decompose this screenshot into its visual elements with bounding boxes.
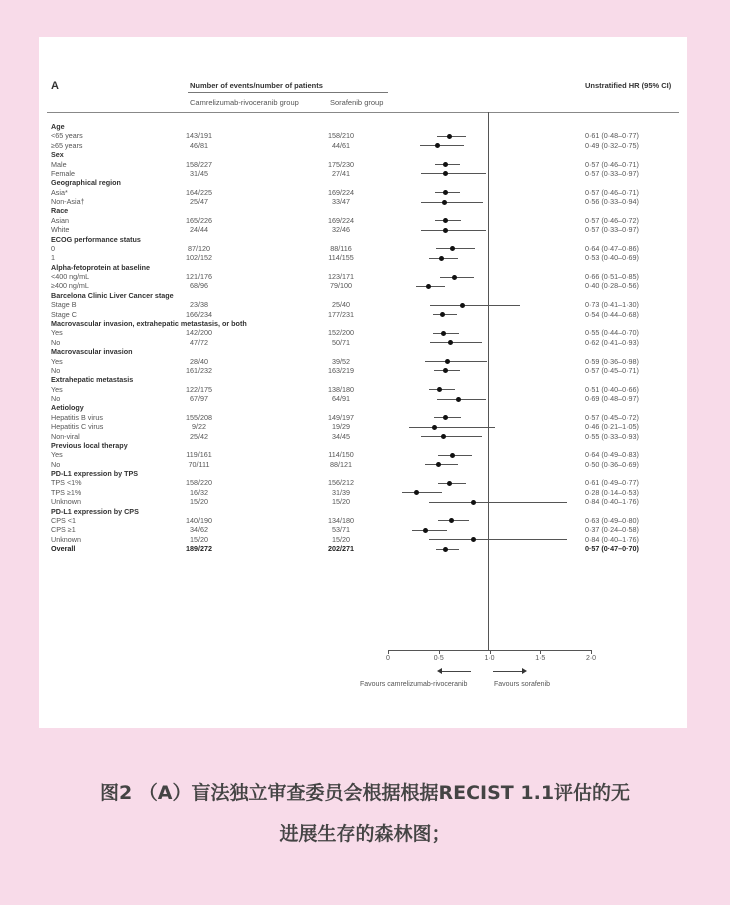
subgroup-label: No <box>51 459 61 469</box>
figure-card <box>39 37 687 728</box>
group2-events: 33/47 <box>332 197 350 207</box>
hr-value: 0·49 (0·32–0·75) <box>585 140 639 150</box>
group2-events: 202/271 <box>328 544 354 554</box>
hr-value: 0·56 (0·33–0·94) <box>585 197 639 207</box>
hr-value: 0·57 (0·45–0·72) <box>585 412 639 422</box>
group1-events: 31/45 <box>190 168 208 178</box>
group2-events: 169/224 <box>328 215 354 225</box>
subgroup-label: Yes <box>51 384 63 394</box>
group2-events: 149/197 <box>328 412 354 422</box>
hr-value: 0·63 (0·49–0·80) <box>585 515 639 525</box>
group1-events: 155/208 <box>186 412 212 422</box>
group1-events: 25/42 <box>190 431 208 441</box>
group1-events: 16/32 <box>190 487 208 497</box>
hazard-ratio-point <box>436 462 441 467</box>
subgroup-label: Asia* <box>51 187 68 197</box>
subgroup-heading: Race <box>51 206 69 216</box>
hr-value: 0·28 (0·14–0·53) <box>585 487 639 497</box>
hazard-ratio-point <box>448 340 453 345</box>
subgroup-label: Unknown <box>51 534 81 544</box>
group2-events: 88/116 <box>330 243 352 253</box>
subgroup-heading: PD-L1 expression by TPS <box>51 469 139 479</box>
hazard-ratio-point <box>456 397 461 402</box>
hr-value: 0·64 (0·47–0·86) <box>585 243 639 253</box>
subgroup-label: ≥65 years <box>51 140 83 150</box>
group2-events: 152/200 <box>328 328 354 338</box>
axis-tick <box>591 650 592 654</box>
favours-left-label: Favours camrelizumab-rivoceranib <box>360 681 468 688</box>
subgroup-label: Stage B <box>51 300 77 310</box>
confidence-interval <box>430 305 520 306</box>
subgroup-label: Female <box>51 168 75 178</box>
group2-events: 88/121 <box>330 459 352 469</box>
hr-value: 0·55 (0·33–0·93) <box>585 431 639 441</box>
favours-right-label: Favours sorafenib <box>494 681 551 688</box>
confidence-interval <box>421 436 482 437</box>
subgroup-heading: Extrahepatic metastasis <box>51 375 134 385</box>
panel-letter: A <box>51 80 59 92</box>
hazard-ratio-point <box>441 331 446 336</box>
subgroup-label: <65 years <box>51 131 83 141</box>
group2-events: 163/219 <box>328 365 354 375</box>
subgroup-label: Yes <box>51 450 63 460</box>
hazard-ratio-point <box>447 134 452 139</box>
group1-events: 140/190 <box>186 515 212 525</box>
group1-events: 34/62 <box>190 525 208 535</box>
subgroup-label: Stage C <box>51 309 77 319</box>
group2-events: 169/224 <box>328 187 354 197</box>
hr-value: 0·66 (0·51–0·85) <box>585 272 639 282</box>
confidence-interval <box>421 173 486 174</box>
subgroup-label: No <box>51 394 61 404</box>
hazard-ratio-point <box>443 171 448 176</box>
confidence-interval <box>425 464 458 465</box>
group2-events: 138/180 <box>328 384 354 394</box>
subgroup-heading: Sex <box>51 150 64 160</box>
confidence-interval <box>436 248 476 249</box>
axis-tick-label: 0·5 <box>433 655 444 662</box>
hazard-ratio-point <box>440 312 445 317</box>
group1-events: 164/225 <box>186 187 212 197</box>
group2-events: 175/230 <box>328 159 354 169</box>
group2-events: 158/210 <box>328 131 354 141</box>
confidence-interval <box>430 342 483 343</box>
header-divider-short <box>188 92 388 93</box>
events-header: Number of events/number of patients <box>190 81 323 90</box>
subgroup-label: Yes <box>51 356 63 366</box>
hazard-ratio-point <box>443 190 448 195</box>
subgroup-heading: Age <box>51 122 65 131</box>
subgroup-heading: PD-L1 expression by CPS <box>51 506 139 516</box>
hr-value: 0·84 (0·40–1·76) <box>585 534 639 544</box>
confidence-interval <box>420 145 464 146</box>
group2-header: Sorafenib group <box>330 98 384 107</box>
hazard-ratio-point <box>432 425 437 430</box>
subgroup-heading: Macrovascular invasion, extrahepatic metastasis, or both <box>51 318 247 328</box>
hr-value: 0·59 (0·36–0·98) <box>585 356 639 366</box>
confidence-interval <box>425 361 488 362</box>
hr-value: 0·57 (0·45–0·71) <box>585 365 639 375</box>
group2-events: 15/20 <box>332 534 350 544</box>
caption-line-1: 图2 （A）盲法独立审查委员会根据根据RECIST 1.1评估的无 <box>99 782 631 804</box>
hazard-ratio-point <box>437 387 442 392</box>
reference-line <box>488 112 489 650</box>
hr-value: 0·40 (0·28–0·56) <box>585 281 639 291</box>
hazard-ratio-point <box>443 218 448 223</box>
arrow-right-icon <box>493 671 523 672</box>
hr-value: 0·62 (0·41–0·93) <box>585 337 639 347</box>
group1-events: 25/47 <box>190 197 208 207</box>
group2-events: 134/180 <box>328 515 354 525</box>
subgroup-label: TPS ≥1% <box>51 487 82 497</box>
subgroup-label: CPS <1 <box>51 515 76 525</box>
group2-events: 114/155 <box>328 253 354 263</box>
group1-events: 143/191 <box>186 131 212 141</box>
hazard-ratio-point <box>447 481 452 486</box>
hr-value: 0·64 (0·49–0·83) <box>585 450 639 460</box>
group1-events: 47/72 <box>190 337 208 347</box>
group1-events: 161/232 <box>186 365 212 375</box>
subgroup-label: Asian <box>51 215 69 225</box>
hr-value: 0·57 (0·46–0·71) <box>585 159 639 169</box>
group1-events: 165/226 <box>186 215 212 225</box>
group2-events: 25/40 <box>332 300 350 310</box>
subgroup-label: No <box>51 365 61 375</box>
hazard-ratio-point <box>449 518 454 523</box>
group1-events: 122/175 <box>186 384 212 394</box>
group1-events: 23/38 <box>190 300 208 310</box>
axis-tick-label: 0 <box>386 655 390 662</box>
hr-value: 0·46 (0·21–1·05) <box>585 422 639 432</box>
group2-events: 123/171 <box>328 272 354 282</box>
hazard-ratio-point <box>426 284 431 289</box>
subgroup-label: TPS <1% <box>51 478 82 488</box>
subgroup-label: Overall <box>51 544 76 554</box>
axis-tick-label: 2·0 <box>585 655 597 662</box>
caption-line-2: 进展生存的森林图； <box>279 823 451 845</box>
group2-events: 32/46 <box>332 225 350 235</box>
hazard-ratio-point <box>443 368 448 373</box>
subgroup-heading: Previous local therapy <box>51 440 128 450</box>
subgroup-heading: Macrovascular invasion <box>51 347 133 357</box>
axis-tick <box>490 650 491 654</box>
group2-events: 64/91 <box>332 394 350 404</box>
hazard-ratio-point <box>443 415 448 420</box>
hazard-ratio-point <box>450 453 455 458</box>
group1-events: 158/220 <box>186 478 212 488</box>
subgroup-heading: ECOG performance status <box>51 234 141 244</box>
subgroup-heading: Barcelona Clinic Liver Cancer stage <box>51 290 174 300</box>
group2-events: 156/212 <box>328 478 354 488</box>
subgroup-label: White <box>51 225 70 235</box>
confidence-interval <box>412 530 447 531</box>
hr-value: 0·57 (0·33–0·97) <box>585 168 639 178</box>
hr-value: 0·53 (0·40–0·69) <box>585 253 639 263</box>
hazard-ratio-point <box>442 200 447 205</box>
group1-events: 68/96 <box>190 281 208 291</box>
axis-tick <box>388 650 389 654</box>
group1-events: 119/161 <box>186 450 212 460</box>
group1-events: 166/234 <box>186 309 212 319</box>
hr-value: 0·61 (0·48–0·77) <box>585 131 639 141</box>
confidence-interval <box>421 230 486 231</box>
hr-value: 0·61 (0·49–0·77) <box>585 478 639 488</box>
subgroup-label: Hepatitis C virus <box>51 422 104 432</box>
group1-events: 9/22 <box>192 422 206 432</box>
hazard-ratio-point <box>443 228 448 233</box>
axis-tick <box>439 650 440 654</box>
subgroup-label: CPS ≥1 <box>51 525 76 535</box>
group1-events: 158/227 <box>186 159 212 169</box>
subgroup-label: 0 <box>51 243 55 253</box>
group1-events: 70/111 <box>188 459 210 469</box>
hr-value: 0·69 (0·48–0·97) <box>585 394 639 404</box>
group2-events: 177/231 <box>328 309 354 319</box>
hazard-ratio-point <box>423 528 428 533</box>
subgroup-label: Non-Asia† <box>51 197 85 207</box>
hr-value: 0·57 (0·47–0·70) <box>585 544 639 554</box>
subgroup-label: <400 ng/mL <box>51 272 90 282</box>
hazard-ratio-point <box>471 500 476 505</box>
axis-tick-label: 1·5 <box>535 655 546 662</box>
subgroup-label: ≥400 ng/mL <box>51 281 89 291</box>
hazard-ratio-point <box>414 490 419 495</box>
hr-value: 0·54 (0·44–0·68) <box>585 309 639 319</box>
group2-events: 39/52 <box>332 356 350 366</box>
confidence-interval <box>437 399 487 400</box>
group2-events: 114/150 <box>328 450 354 460</box>
subgroup-label: No <box>51 337 61 347</box>
hazard-ratio-point <box>452 275 457 280</box>
hr-value: 0·55 (0·44–0·70) <box>585 328 639 338</box>
hr-header: Unstratified HR (95% CI) <box>585 81 672 90</box>
hazard-ratio-point <box>439 256 444 261</box>
header-divider <box>47 112 679 113</box>
group2-events: 27/41 <box>332 168 350 178</box>
hr-value: 0·73 (0·41–1·30) <box>585 300 639 310</box>
arrow-left-icon <box>441 671 471 672</box>
group1-events: 121/176 <box>186 272 212 282</box>
group1-header: Camrelizumab-rivoceranib group <box>190 98 299 107</box>
hazard-ratio-point <box>471 537 476 542</box>
hr-value: 0·84 (0·40–1·76) <box>585 497 639 507</box>
subgroup-heading: Alpha-fetoprotein at baseline <box>51 262 151 272</box>
subgroup-heading: Aetiology <box>51 403 84 413</box>
confidence-interval <box>429 502 567 503</box>
confidence-interval <box>421 202 483 203</box>
subgroup-label: 1 <box>51 253 55 263</box>
group1-events: 28/40 <box>190 356 208 366</box>
hr-value: 0·37 (0·24–0·58) <box>585 525 639 535</box>
hazard-ratio-point <box>443 547 448 552</box>
hazard-ratio-point <box>445 359 450 364</box>
group2-events: 50/71 <box>332 337 350 347</box>
hazard-ratio-point <box>441 434 446 439</box>
group2-events: 34/45 <box>332 431 350 441</box>
group2-events: 53/71 <box>332 525 350 535</box>
subgroup-heading: Geographical region <box>51 178 121 188</box>
group2-events: 19/29 <box>332 422 350 432</box>
hr-value: 0·57 (0·46–0·71) <box>585 187 639 197</box>
subgroup-label: Non-viral <box>51 431 80 441</box>
subgroup-label: Yes <box>51 328 63 338</box>
group1-events: 15/20 <box>190 497 208 507</box>
subgroup-label: Unknown <box>51 497 81 507</box>
group1-events: 142/200 <box>186 328 212 338</box>
axis-tick-label: 1·0 <box>484 655 495 662</box>
group1-events: 46/81 <box>190 140 208 150</box>
confidence-interval <box>409 427 494 428</box>
hazard-ratio-point <box>435 143 440 148</box>
group2-events: 31/39 <box>332 487 350 497</box>
group1-events: 24/44 <box>190 225 208 235</box>
group2-events: 44/61 <box>332 140 350 150</box>
group1-events: 67/97 <box>190 394 208 404</box>
group2-events: 15/20 <box>332 497 350 507</box>
hazard-ratio-point <box>450 246 455 251</box>
group1-events: 87/120 <box>188 243 210 253</box>
group2-events: 79/100 <box>330 281 352 291</box>
group1-events: 15/20 <box>190 534 208 544</box>
subgroup-label: Hepatitis B virus <box>51 412 103 422</box>
confidence-interval <box>402 492 442 493</box>
axis-tick <box>540 650 541 654</box>
hr-value: 0·57 (0·33–0·97) <box>585 225 639 235</box>
hr-value: 0·57 (0·46–0·72) <box>585 215 639 225</box>
confidence-interval <box>429 539 567 540</box>
hazard-ratio-point <box>460 303 465 308</box>
group1-events: 102/152 <box>186 253 212 263</box>
subgroup-label: Male <box>51 159 67 169</box>
hr-value: 0·51 (0·40–0·66) <box>585 384 639 394</box>
hazard-ratio-point <box>443 162 448 167</box>
group1-events: 189/272 <box>186 544 212 554</box>
hr-value: 0·50 (0·36–0·69) <box>585 459 639 469</box>
